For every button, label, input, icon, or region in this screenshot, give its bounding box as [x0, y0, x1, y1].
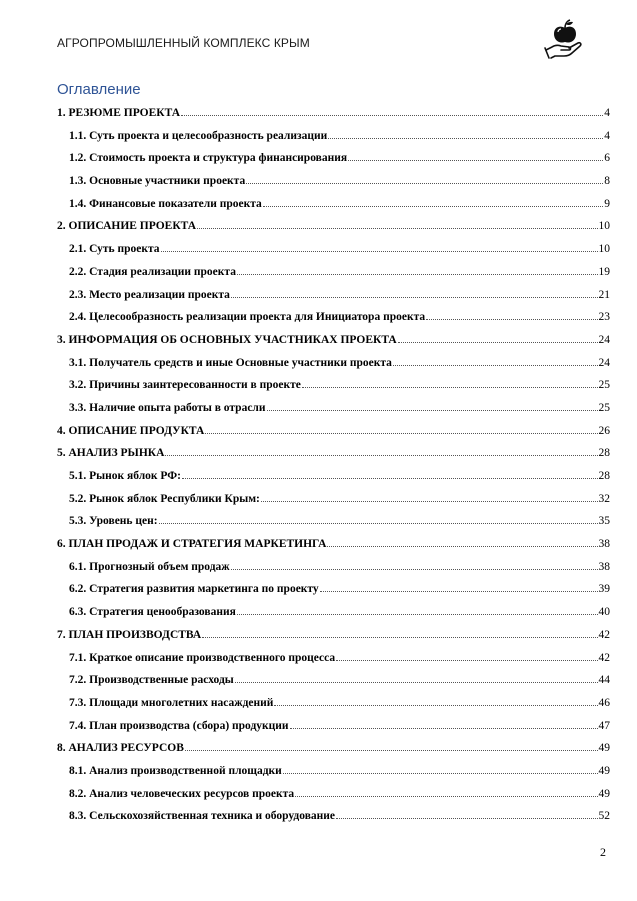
toc-entry-page: 38 [598, 538, 610, 551]
toc-subsection-link[interactable] [57, 379, 610, 402]
toc-subsection-link[interactable] [57, 470, 610, 493]
toc-title: Оглавление [57, 81, 141, 98]
header-title: АГРОПРОМЫШЛЕННЫЙ КОМПЛЕКС КРЫМ [57, 36, 310, 50]
toc-dot-leader [202, 636, 597, 638]
toc-entry-page: 46 [598, 696, 610, 709]
toc-subsection-link[interactable] [57, 765, 610, 788]
toc-entry-title: 8.3. Сельскохозяйственная техника и оборудование [69, 810, 336, 823]
toc-dot-leader [393, 364, 598, 366]
toc-entry-title: 5.1. Рынок яблок РФ: [69, 470, 181, 482]
toc-entry-title: 1.4. Финансовые показатели проекта [69, 197, 262, 210]
toc-subsection-link[interactable] [57, 583, 610, 606]
toc-subsection-link[interactable] [57, 788, 610, 811]
toc-entry-title: 1.1. Суть проекта и целесообразность реализации [69, 129, 328, 142]
toc-dot-leader [348, 159, 603, 161]
toc-dot-leader [159, 522, 598, 524]
toc-subsection-link[interactable] [57, 810, 610, 833]
toc-entry-title: 7.4. План производства (сбора) продукции [69, 719, 289, 732]
toc-subsection-link[interactable] [57, 515, 610, 538]
toc-dot-leader [237, 613, 598, 615]
toc-section-link[interactable] [57, 629, 610, 652]
toc-dot-leader [302, 386, 598, 388]
toc-entry-title: 7.1. Краткое описание производственного процесса [69, 651, 336, 664]
toc-entry-page: 8 [604, 175, 610, 188]
toc-subsection-link[interactable] [57, 311, 610, 334]
toc-subsection-link[interactable] [57, 266, 610, 289]
toc-entry-page: 4 [604, 107, 610, 119]
toc-entry-title: 4. ОПИСАНИЕ ПРОДУКТА [57, 424, 205, 437]
toc-dot-leader [398, 341, 598, 343]
toc-dot-leader [161, 250, 598, 252]
toc-subsection-link[interactable] [57, 198, 610, 221]
toc-dot-leader [295, 795, 597, 797]
toc-entry-page: 24 [598, 356, 610, 369]
toc-section-link[interactable] [57, 334, 610, 357]
toc-dot-leader [237, 273, 598, 275]
toc-entry-page: 47 [598, 719, 610, 732]
page-number: 2 [600, 845, 606, 859]
toc-entry-page: 49 [598, 764, 610, 777]
toc-entry-page: 39 [598, 583, 610, 596]
toc-entry-title: 6.1. Прогнозный объем продаж [69, 560, 230, 573]
toc-entry-title: 7.3. Площади многолетних насаждений [69, 696, 274, 709]
toc-entry-page: 25 [598, 401, 610, 414]
toc-subsection-link[interactable] [57, 402, 610, 425]
toc-entry-page: 26 [598, 424, 610, 437]
toc-dot-leader [246, 182, 603, 184]
toc-subsection-link[interactable] [57, 561, 610, 584]
toc-entry-title: 5.3. Уровень цен: [69, 515, 158, 528]
toc-dot-leader [336, 817, 597, 819]
toc-dot-leader [336, 659, 597, 661]
toc-dot-leader [274, 704, 597, 706]
toc-entry-title: 1.2. Стоимость проекта и структура финансирования [69, 152, 348, 165]
toc-subsection-link[interactable] [57, 674, 610, 697]
toc-entry-title: 6. ПЛАН ПРОДАЖ И СТРАТЕГИЯ МАРКЕТИНГА [57, 538, 327, 551]
toc-entry-title: 1. РЕЗЮМЕ ПРОЕКТА [57, 107, 181, 119]
toc-subsection-link[interactable] [57, 357, 610, 380]
toc-dot-leader [165, 454, 597, 456]
toc-entry-page: 42 [598, 651, 610, 664]
toc-dot-leader [283, 772, 598, 774]
hand-holding-apple-icon [543, 17, 587, 61]
toc-entry-title: 1.3. Основные участники проекта [69, 175, 246, 188]
toc-dot-leader [182, 477, 598, 479]
toc-subsection-link[interactable] [57, 152, 610, 175]
toc-entry-page: 4 [604, 129, 610, 142]
toc-entry-page: 10 [598, 220, 610, 233]
toc-entry-title: 6.2. Стратегия развития маркетинга по проекту [69, 583, 319, 596]
toc-entry-title: 2.3. Место реализации проекта [69, 288, 230, 301]
toc-entry-page: 28 [598, 470, 610, 482]
toc-entry-page: 32 [598, 492, 610, 505]
toc-entry-page: 52 [598, 810, 610, 823]
toc-subsection-link[interactable] [57, 652, 610, 675]
toc-entry-page: 21 [598, 288, 610, 301]
toc-subsection-link[interactable] [57, 175, 610, 198]
toc-dot-leader [290, 727, 598, 729]
toc-entry-page: 23 [598, 311, 610, 324]
toc-entry-page: 9 [604, 197, 610, 210]
toc-dot-leader [328, 137, 603, 139]
toc-entry-page: 49 [598, 742, 610, 755]
toc-section-link[interactable] [57, 107, 610, 130]
toc-entry-title: 8.2. Анализ человеческих ресурсов проекта [69, 787, 295, 800]
toc-dot-leader [426, 318, 597, 320]
toc-entry-title: 2.2. Стадия реализации проекта [69, 265, 236, 278]
toc-entry-title: 3.3. Наличие опыта работы в отрасли [69, 401, 266, 414]
toc-entry-title: 5.2. Рынок яблок Республики Крым: [69, 492, 260, 505]
toc-dot-leader [231, 568, 598, 570]
toc-dot-leader [261, 500, 598, 502]
toc-dot-leader [327, 545, 597, 547]
toc-entry-title: 8. АНАЛИЗ РЕСУРСОВ [57, 742, 184, 755]
toc-entry-title: 2.4. Целесообразность реализации проекта для Инициатора проекта [69, 311, 426, 324]
toc-subsection-link[interactable] [57, 289, 610, 312]
toc-entry-title: 5. АНАЛИЗ РЫНКА [57, 447, 165, 460]
toc-subsection-link[interactable] [57, 606, 610, 629]
toc-entry-title: 2. ОПИСАНИЕ ПРОЕКТА [57, 220, 197, 233]
toc-entry-title: 2.1. Суть проекта [69, 243, 160, 256]
toc-dot-leader [235, 681, 598, 683]
toc-dot-leader [263, 205, 603, 207]
toc-entry-title: 3.2. Причины заинтересованности в проекте [69, 379, 301, 392]
toc-entry-page: 42 [598, 628, 610, 641]
toc-subsection-link[interactable] [57, 720, 610, 743]
toc-section-link[interactable] [57, 447, 610, 470]
toc-section-link[interactable] [57, 742, 610, 765]
toc-entry-title: 3.1. Получатель средств и иные Основные участники проекта [69, 356, 392, 369]
toc-subsection-link[interactable] [57, 493, 610, 516]
toc-entry-page: 49 [598, 787, 610, 800]
toc-entry-page: 40 [598, 606, 610, 619]
toc-entry-page: 44 [598, 674, 610, 687]
toc-entry-page: 38 [598, 560, 610, 573]
toc-dot-leader [205, 432, 597, 434]
toc-entry-page: 24 [598, 333, 610, 346]
toc-subsection-link[interactable] [57, 130, 610, 153]
toc-entry-page: 35 [598, 515, 610, 528]
toc-section-link[interactable] [57, 425, 610, 448]
toc-entry-title: 7.2. Производственные расходы [69, 674, 234, 687]
table-of-contents [57, 107, 610, 833]
toc-entry-page: 28 [598, 447, 610, 460]
toc-subsection-link[interactable] [57, 697, 610, 720]
toc-entry-title: 3. ИНФОРМАЦИЯ ОБ ОСНОВНЫХ УЧАСТНИКАХ ПРОЕКТА [57, 333, 397, 346]
toc-subsection-link[interactable] [57, 243, 610, 266]
toc-dot-leader [231, 296, 598, 298]
toc-dot-leader [267, 409, 598, 411]
toc-dot-leader [181, 114, 603, 116]
toc-entry-title: 7. ПЛАН ПРОИЗВОДСТВА [57, 628, 202, 641]
toc-dot-leader [320, 590, 598, 592]
toc-dot-leader [185, 749, 598, 751]
toc-entry-title: 8.1. Анализ производственной площадки [69, 764, 282, 777]
toc-entry-page: 10 [598, 243, 610, 256]
toc-entry-page: 19 [598, 265, 610, 278]
toc-section-link[interactable] [57, 220, 610, 243]
toc-entry-page: 25 [598, 379, 610, 392]
toc-section-link[interactable] [57, 538, 610, 561]
toc-entry-title: 6.3. Стратегия ценообразования [69, 606, 236, 619]
toc-dot-leader [197, 227, 597, 229]
toc-entry-page: 6 [604, 152, 610, 165]
